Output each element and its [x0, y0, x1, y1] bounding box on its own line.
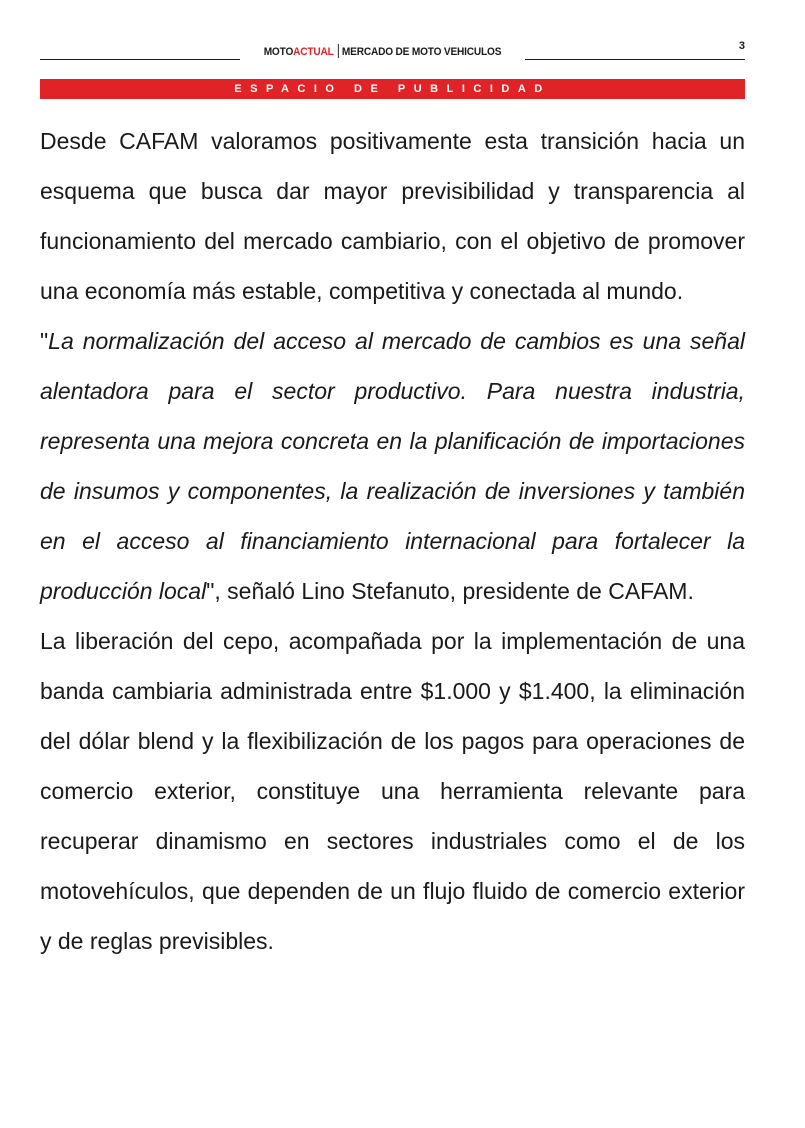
quote-text: La normalización del acceso al mercado de cambios es una señal alentadora para el sector productivo. Para nuestra industria, representa una mejora concreta en la planificación de importaciones de insumos y componentes, la realización de inversiones y también en el acceso al financiamiento internacional para fortalecer la producción local: [40, 328, 745, 604]
advertising-banner: ESPACIO DE PUBLICIDAD: [40, 79, 745, 99]
quote-attribution: ", señaló Lino Stefanuto, presidente de CAFAM.: [206, 578, 694, 604]
page-number: 3: [738, 40, 745, 52]
brand-actual: ACTUAL: [293, 46, 334, 58]
masthead-divider: [338, 44, 339, 58]
brand-moto: MOTO: [263, 46, 294, 58]
article-quote-paragraph: [40, 316, 745, 616]
quote-open-mark: ": [40, 328, 49, 354]
header-rule-left: [40, 59, 240, 60]
masthead: [251, 44, 513, 58]
article-paragraph-1: Desde CAFAM valoramos positivamente esta transición hacia un esquema que busca dar mayor previsibilidad y transparencia al funcionamiento del mercado cambiario, con el objetivo de promover una economía más estable, competitiva y conectada al mundo.: [40, 128, 745, 304]
page-header: [40, 38, 745, 64]
header-rule-right: [525, 59, 745, 60]
article-body: [40, 116, 745, 966]
article-paragraph-3: La liberación del cepo, acompañada por la implementación de una banda cambiaria administrada entre $1.000 y $1.400, la eliminación del dólar blend y la flexibilización de los pagos para operaciones de comercio exterior, constituye una herramienta relevante para recuperar dinamismo en sectores industriales como el de los motovehículos, que dependen de un flujo fluido de comercio exterior y de reglas previsibles.: [40, 628, 745, 954]
section-title: MERCADO DE MOTO VEHICULOS: [341, 46, 502, 58]
